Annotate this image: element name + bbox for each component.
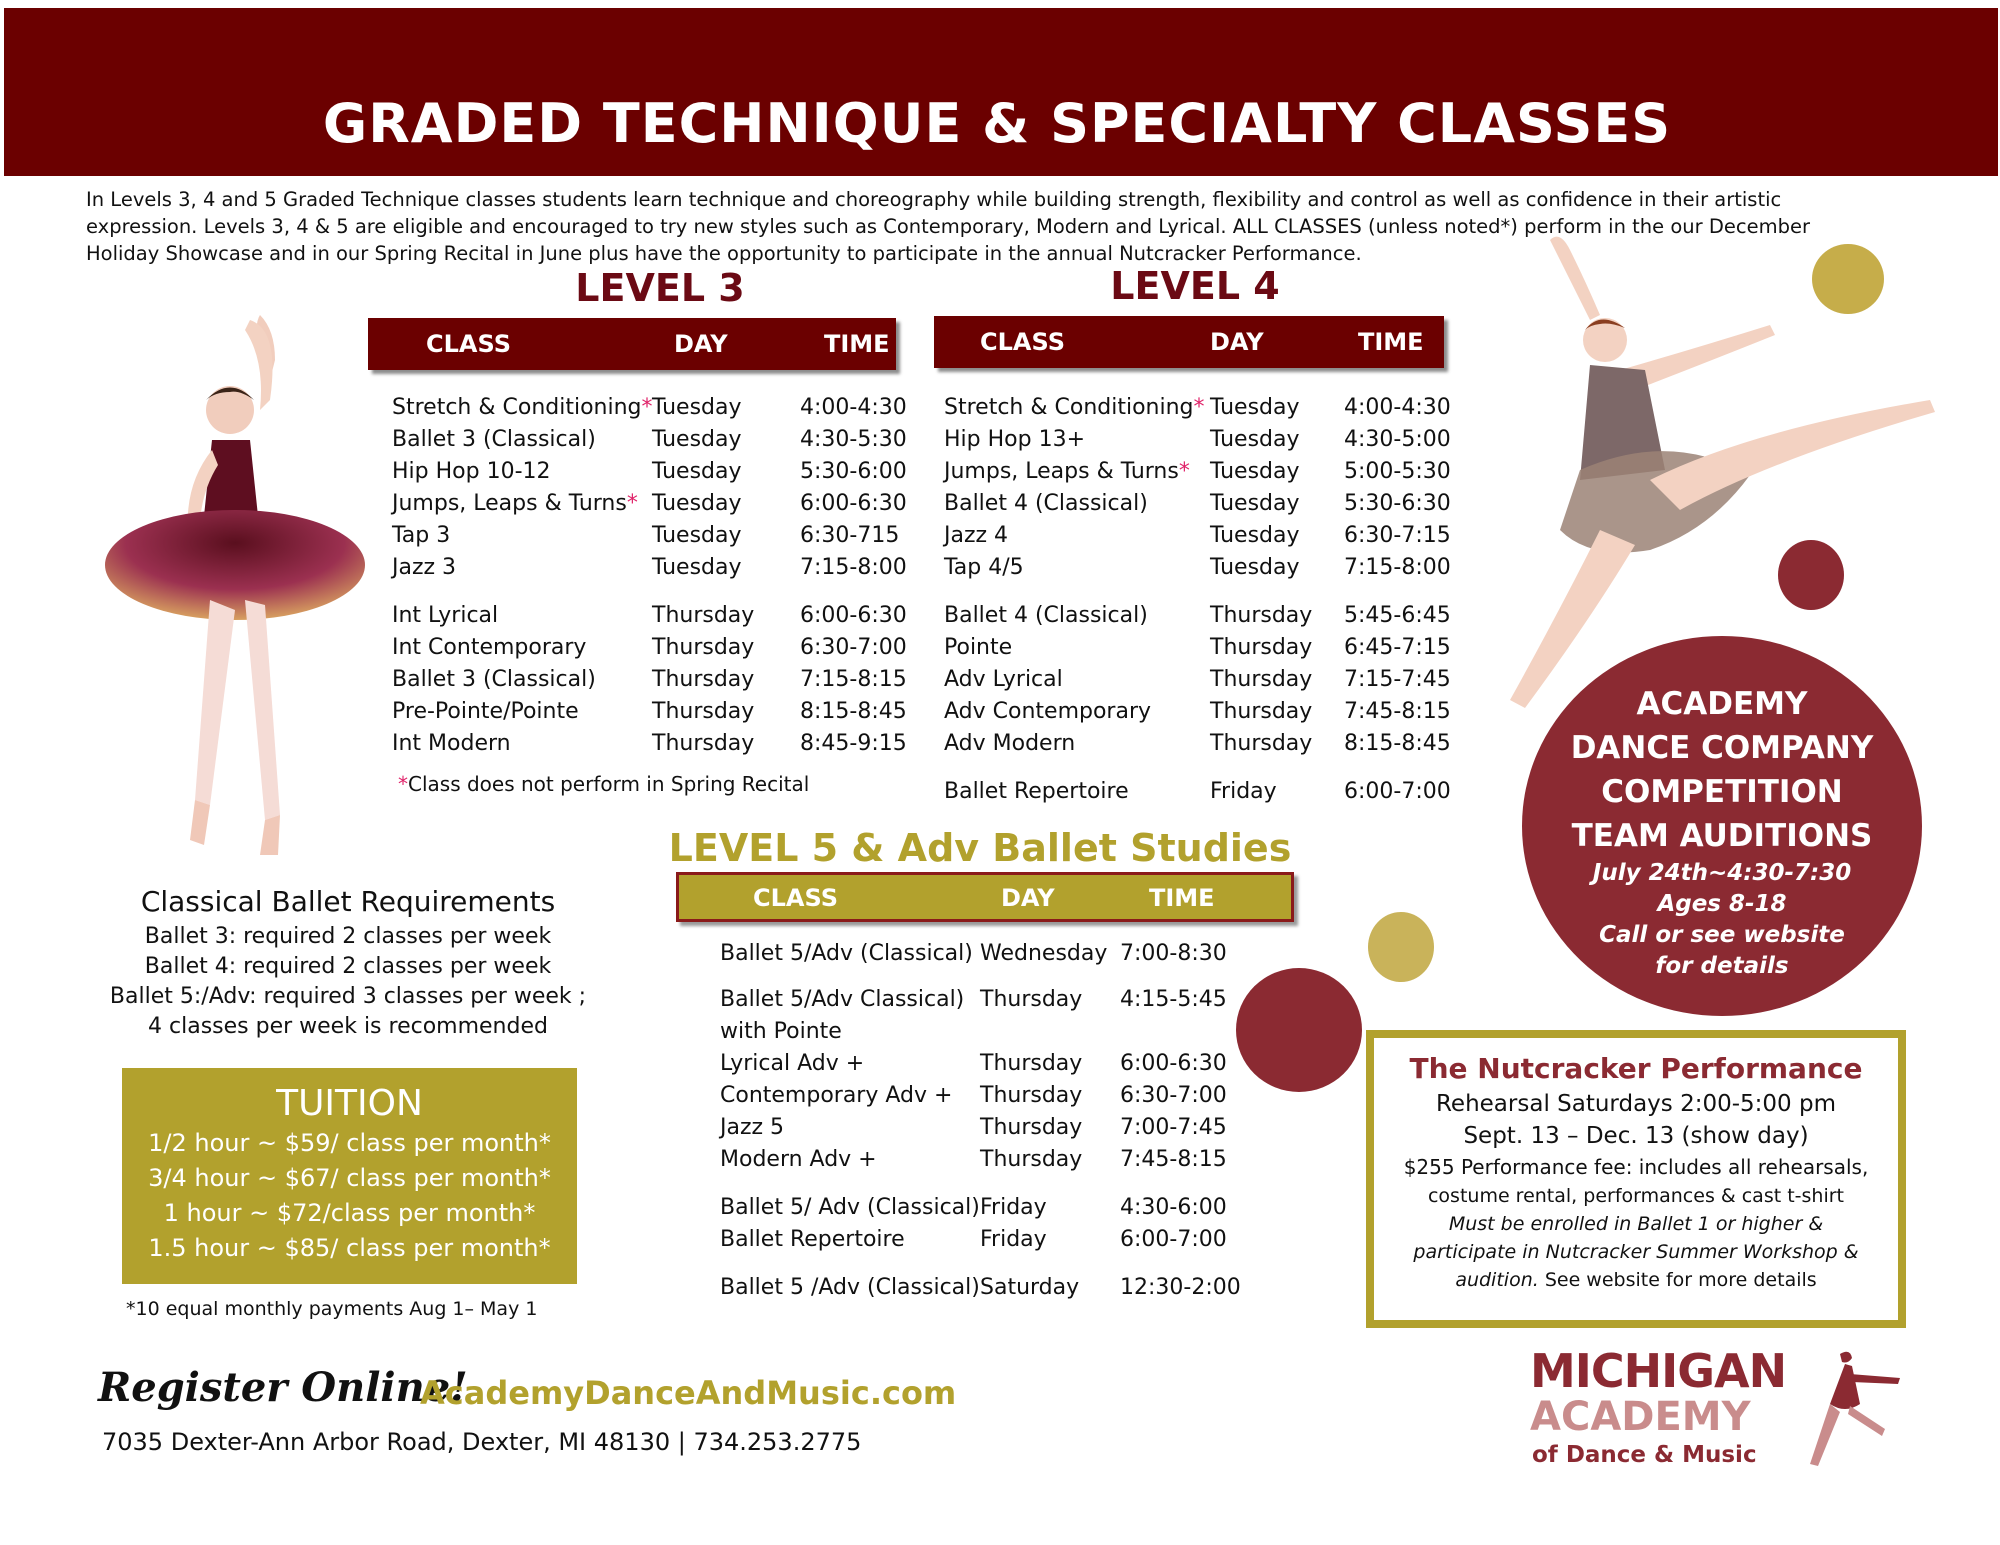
class-time: 4:15-5:45 — [1120, 987, 1227, 1012]
class-name: Ballet 4 (Classical) — [944, 491, 1148, 516]
level5-header-day: DAY — [1001, 884, 1055, 912]
class-day: Thursday — [1210, 731, 1313, 756]
company-detail: Ages 8-18 — [1657, 891, 1787, 917]
nutcracker-line: Sept. 13 – Dec. 13 (show day) — [1463, 1123, 1809, 1149]
level5-header-class: CLASS — [753, 884, 838, 912]
requirements-title: Classical Ballet Requirements — [140, 885, 556, 918]
class-time: 7:15-7:45 — [1344, 667, 1451, 692]
register-online-label: Register Online! — [98, 1364, 468, 1411]
class-name: Int Contemporary — [392, 635, 587, 660]
class-name: Contemporary Adv + — [720, 1083, 953, 1108]
nutcracker-title: The Nutcracker Performance — [1409, 1052, 1863, 1085]
class-name: Pointe — [944, 635, 1013, 660]
class-day: Thursday — [980, 1051, 1083, 1076]
class-time: 7:15-8:00 — [1344, 555, 1451, 580]
class-day: Tuesday — [1210, 395, 1300, 420]
class-time: 6:30-7:15 — [1344, 523, 1451, 548]
dancer-logo-icon — [1790, 1344, 1910, 1474]
class-time: 7:15-8:00 — [800, 555, 907, 580]
class-name: Hip Hop 13+ — [944, 427, 1086, 452]
class-name: Adv Lyrical — [944, 667, 1063, 692]
level3-note — [398, 772, 809, 796]
class-name: Jumps, Leaps & Turns* — [392, 491, 638, 516]
tuition-box — [122, 1068, 577, 1284]
level4-header-class: CLASS — [980, 328, 1065, 356]
class-name: Int Modern — [392, 731, 511, 756]
class-name: Ballet 5/Adv Classical) — [720, 987, 965, 1012]
address: 7035 Dexter-Ann Arbor Road, Dexter, MI 48130 | 734.253.2775 — [102, 1428, 862, 1456]
logo-line: MICHIGAN — [1530, 1344, 1787, 1398]
class-name: Jazz 5 — [720, 1115, 785, 1140]
tuition-title: TUITION — [276, 1083, 423, 1124]
class-day: Thursday — [1210, 667, 1313, 692]
star-marker: * — [641, 395, 653, 420]
class-time: 6:00-6:30 — [1120, 1051, 1227, 1076]
class-name: Adv Modern — [944, 731, 1076, 756]
schedule-row — [944, 392, 1664, 424]
class-day: Tuesday — [1210, 523, 1300, 548]
class-name: Ballet Repertoire — [944, 779, 1129, 804]
level3-header-class: CLASS — [426, 330, 511, 358]
schedule-row — [944, 632, 1664, 664]
class-name: Tap 4/5 — [944, 555, 1024, 580]
company-line: DANCE COMPANY — [1570, 730, 1874, 766]
class-day: Thursday — [652, 731, 755, 756]
company-auditions-circle — [1522, 636, 1922, 1016]
intro-paragraph: In Levels 3, 4 and 5 Graded Technique classes students learn technique and choreography while building strength, flexibility and control as well as confidence in their artistic expression. Levels 3, 4 & 5 are eligible and encouraged to try new styles such as Contemporary, Modern and Lyrical. ALL CLASSES (unless noted*) perform in the our December Holiday Showcase and in our Spring Recital in June plus have the opportunity to participate in the annual Nutcracker Performance. — [86, 188, 1810, 265]
star-marker: * — [1178, 459, 1190, 484]
level4-title: LEVEL 4 — [1110, 264, 1280, 308]
schedule-row — [720, 1224, 1440, 1256]
requirement-line: Ballet 4: required 2 classes per week — [144, 954, 552, 979]
class-name: Ballet Repertoire — [720, 1227, 905, 1252]
class-day: Tuesday — [1210, 555, 1300, 580]
company-detail: for details — [1655, 953, 1789, 979]
schedule-row — [720, 938, 1440, 970]
nutcracker-line: costume rental, performances & cast t-shirt — [1427, 1185, 1844, 1207]
class-day: Tuesday — [652, 459, 742, 484]
decor-gold-circle-top — [1812, 244, 1884, 314]
schedule-row — [944, 520, 1664, 552]
level5-title: LEVEL 5 & Adv Ballet Studies — [668, 826, 1292, 870]
schedule-row — [720, 1144, 1440, 1176]
class-name: Ballet 5 /Adv (Classical) — [720, 1275, 980, 1300]
class-name: Int Lyrical — [392, 603, 499, 628]
logo-line: ACADEMY — [1530, 1394, 1751, 1440]
tuition-line: 1.5 hour ~ $85/ class per month* — [148, 1234, 551, 1262]
requirement-line: Ballet 3: required 2 classes per week — [144, 924, 552, 949]
class-time: 8:15-8:45 — [800, 699, 907, 724]
level3-header-day: DAY — [674, 330, 728, 358]
class-day: Tuesday — [1210, 427, 1300, 452]
class-name: Tap 3 — [392, 523, 451, 548]
class-day: Thursday — [980, 1083, 1083, 1108]
class-name: Ballet 3 (Classical) — [392, 667, 596, 692]
class-day: Wednesday — [980, 941, 1108, 966]
class-day: Tuesday — [652, 555, 742, 580]
class-time: 8:45-9:15 — [800, 731, 907, 756]
company-line: ACADEMY — [1636, 686, 1808, 722]
class-time: 6:00-6:30 — [800, 603, 907, 628]
level4-header-bar — [934, 316, 1444, 368]
class-name: Ballet 5/Adv (Classical) — [720, 941, 973, 966]
note-star: * — [398, 772, 408, 796]
tuition-line: 1 hour ~ $72/class per month* — [163, 1199, 536, 1227]
class-day: Thursday — [652, 635, 755, 660]
level3-title: LEVEL 3 — [575, 266, 745, 310]
level5-header-bar — [676, 872, 1294, 922]
schedule-row — [720, 1080, 1440, 1112]
schedule-row — [944, 600, 1664, 632]
schedule-row — [944, 552, 1664, 584]
class-time: 5:30-6:00 — [800, 459, 907, 484]
requirement-line: 4 classes per week is recommended — [148, 1014, 548, 1039]
schedule-row — [944, 424, 1664, 456]
company-detail: July 24th~4:30-7:30 — [1592, 860, 1852, 886]
class-time: 6:30-7:00 — [800, 635, 907, 660]
class-day: Friday — [980, 1227, 1047, 1252]
level4-header-day: DAY — [1210, 328, 1264, 356]
page-title: GRADED TECHNIQUE & SPECIALTY CLASSES — [322, 92, 1672, 155]
class-day: Thursday — [980, 1115, 1083, 1140]
class-time: 5:00-5:30 — [1344, 459, 1451, 484]
note-text: Class does not perform in Spring Recital — [408, 772, 810, 796]
level3-header-time: TIME — [824, 330, 890, 358]
class-time: 6:00-6:30 — [800, 491, 907, 516]
nutcracker-box — [1366, 1030, 1906, 1328]
nutcracker-line: See website for more details — [1538, 1269, 1817, 1291]
tuition-note: *10 equal monthly payments Aug 1– May 1 — [126, 1298, 538, 1320]
class-time: 7:15-8:15 — [800, 667, 907, 692]
class-day: Tuesday — [652, 523, 742, 548]
ballet-requirements — [88, 882, 608, 1042]
class-name: Lyrical Adv + — [720, 1051, 865, 1076]
class-name: Jumps, Leaps & Turns* — [944, 459, 1190, 484]
nutcracker-line: $255 Performance fee: includes all rehearsals, — [1403, 1155, 1869, 1179]
class-day: Thursday — [652, 603, 755, 628]
class-day: Tuesday — [1210, 459, 1300, 484]
class-day: Thursday — [1210, 635, 1313, 660]
class-day: Tuesday — [652, 491, 742, 516]
ballerina-photo — [100, 300, 380, 860]
class-time: 5:30-6:30 — [1344, 491, 1451, 516]
class-time: 4:30-5:30 — [800, 427, 907, 452]
class-day: Friday — [1210, 779, 1277, 804]
class-name: Jazz 3 — [392, 555, 457, 580]
schedule-row — [720, 1112, 1440, 1144]
company-line: TEAM AUDITIONS — [1571, 818, 1873, 854]
class-time: 7:45-8:15 — [1344, 699, 1451, 724]
class-day: Tuesday — [652, 395, 742, 420]
class-day: Saturday — [980, 1275, 1080, 1300]
level5-header-time: TIME — [1149, 884, 1215, 912]
schedule-row — [720, 1016, 1440, 1048]
class-time: 12:30-2:00 — [1120, 1275, 1241, 1300]
class-time: 6:00-7:00 — [1120, 1227, 1227, 1252]
schedule-row — [720, 984, 1440, 1016]
schedule-row — [720, 1272, 1440, 1304]
class-time: 7:45-8:15 — [1120, 1147, 1227, 1172]
nutcracker-line: participate in Nutcracker Summer Workshop & — [1413, 1241, 1859, 1263]
class-time: 6:30-7:00 — [1120, 1083, 1227, 1108]
class-name: Ballet 3 (Classical) — [392, 427, 596, 452]
class-time: 4:30-5:00 — [1344, 427, 1451, 452]
tuition-line: 3/4 hour ~ $67/ class per month* — [148, 1164, 551, 1192]
logo-line: of Dance & Music — [1532, 1442, 1757, 1468]
tuition-line: 1/2 hour ~ $59/ class per month* — [148, 1129, 551, 1157]
schedule-row — [720, 1048, 1440, 1080]
schedule-row — [944, 488, 1664, 520]
class-name: Jazz 4 — [944, 523, 1009, 548]
class-name: with Pointe — [720, 1019, 842, 1044]
schedule-row — [944, 456, 1664, 488]
requirement-line: Ballet 5:/Adv: required 3 classes per week ; — [109, 984, 587, 1009]
class-day: Thursday — [1210, 603, 1313, 628]
class-time: 4:00-4:30 — [800, 395, 907, 420]
class-day: Thursday — [1210, 699, 1313, 724]
nutcracker-line: Must be enrolled in Ballet 1 or higher & — [1448, 1213, 1824, 1235]
class-day: Tuesday — [1210, 491, 1300, 516]
class-time: 6:30-715 — [800, 523, 900, 548]
nutcracker-line: audition. — [1455, 1269, 1539, 1291]
class-name: Adv Contemporary — [944, 699, 1152, 724]
class-name: Ballet 5/ Adv (Classical) — [720, 1195, 980, 1220]
michigan-academy-logo — [1530, 1344, 1910, 1474]
class-time: 6:00-7:00 — [1344, 779, 1451, 804]
class-day: Thursday — [980, 987, 1083, 1012]
class-name: Ballet 4 (Classical) — [944, 603, 1148, 628]
class-name: Pre-Pointe/Pointe — [392, 699, 579, 724]
class-name: Stretch & Conditioning* — [944, 395, 1205, 420]
schedule-row — [720, 1192, 1440, 1224]
class-day: Thursday — [980, 1147, 1083, 1172]
class-day: Thursday — [652, 699, 755, 724]
class-name: Modern Adv + — [720, 1147, 877, 1172]
class-time: 6:45-7:15 — [1344, 635, 1451, 660]
class-name: Stretch & Conditioning* — [392, 395, 653, 420]
decor-rose-circle-small — [1778, 540, 1844, 610]
class-day: Friday — [980, 1195, 1047, 1220]
level4-header-time: TIME — [1358, 328, 1424, 356]
company-detail: Call or see website — [1599, 922, 1845, 948]
star-marker: * — [626, 491, 638, 516]
class-day: Thursday — [652, 667, 755, 692]
company-line: COMPETITION — [1601, 774, 1843, 810]
class-time: 4:00-4:30 — [1344, 395, 1451, 420]
class-day: Tuesday — [652, 427, 742, 452]
nutcracker-line: Rehearsal Saturdays 2:00-5:00 pm — [1435, 1091, 1836, 1117]
class-time: 7:00-8:30 — [1120, 941, 1227, 966]
class-name: Hip Hop 10-12 — [392, 459, 551, 484]
class-time: 5:45-6:45 — [1344, 603, 1451, 628]
level3-header-bar — [368, 318, 896, 370]
star-marker: * — [1193, 395, 1205, 420]
class-time: 7:00-7:45 — [1120, 1115, 1227, 1140]
class-time: 4:30-6:00 — [1120, 1195, 1227, 1220]
website-link[interactable]: AcademyDanceAndMusic.com — [420, 1374, 957, 1412]
class-time: 8:15-8:45 — [1344, 731, 1451, 756]
